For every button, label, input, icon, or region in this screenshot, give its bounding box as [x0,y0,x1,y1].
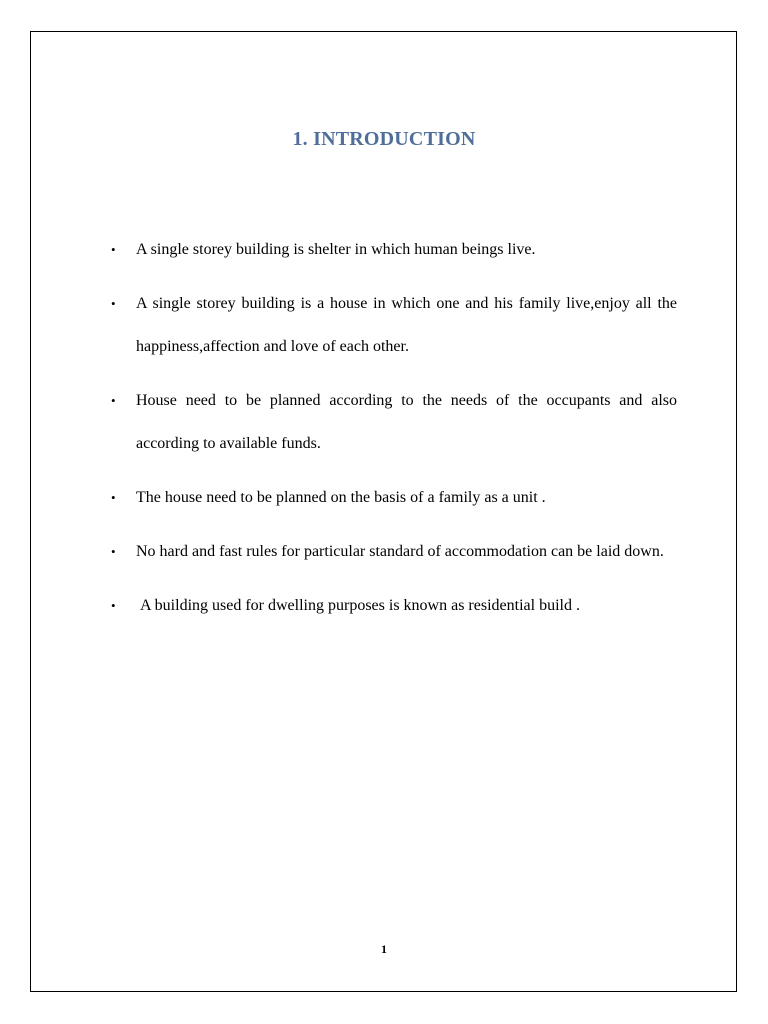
list-item [111,476,677,519]
list-item [111,379,677,465]
list-item [111,228,677,271]
list-item-text: House need to be planned according to the needs of the occupants and also according to available funds. [136,392,677,452]
bullet-icon: • [111,393,116,408]
bullet-icon: • [111,242,116,257]
list-item-text: A building used for dwelling purposes is known as residential build . [136,597,580,614]
bullet-icon: • [111,296,116,311]
list-item-text: A single storey building is a house in which one and his family live,enjoy all the happiness,affection and love of each other. [136,295,677,355]
bullet-icon: • [111,490,116,505]
list-item-text: A single storey building is shelter in which human beings live. [136,241,536,258]
page-number: 1 [381,942,387,956]
list-item [111,530,677,573]
list-item [111,584,677,627]
section-title: 1. INTRODUCTION [292,128,476,150]
bullet-list [111,228,677,638]
bullet-icon: • [111,544,116,559]
list-item [111,282,677,368]
list-item-text: The house need to be planned on the basis of a family as a unit . [136,489,546,506]
list-item-text: No hard and fast rules for particular standard of accommodation can be laid down. [136,543,664,560]
bullet-icon: • [111,598,116,613]
